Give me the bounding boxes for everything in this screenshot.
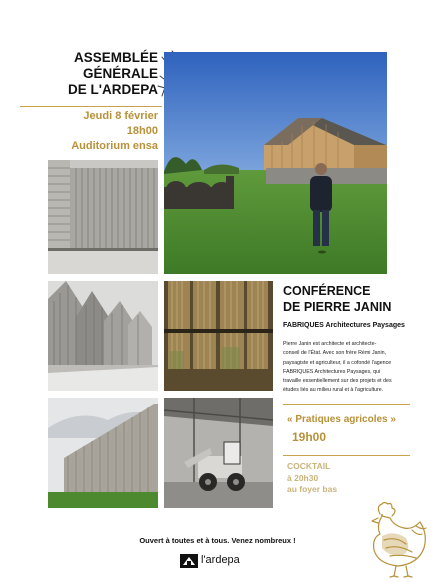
header-rule [20, 106, 162, 107]
description-line: Pierre Janin est architecte et architecte- [283, 341, 377, 347]
event-place: Auditorium ensa [71, 140, 158, 152]
talk-rule-bottom [283, 455, 410, 456]
conference-title [283, 283, 391, 315]
photo-sheds [48, 281, 158, 391]
conference-description [283, 340, 411, 396]
cocktail-label: COCKTAIL [287, 461, 331, 471]
photo-barn-field [164, 52, 387, 274]
photo-telehandler [164, 398, 273, 508]
event-title-line-2: GÉNÉRALE [82, 66, 158, 81]
event-date: Jeudi 8 février [83, 110, 158, 122]
description-line: conseil de l'État. Avec son frère Rémi Janin, [283, 350, 387, 357]
cocktail-info [287, 461, 337, 496]
conference-title-line-2: DE PIERRE JANIN [283, 300, 392, 314]
event-title-line-3: DE L'ARDEPA [68, 82, 158, 97]
conference-subtitle: FABRIQUES Architectures Paysages [283, 322, 405, 329]
cocktail-time: à 20h30 [287, 472, 319, 483]
description-line: paysagiste et agriculteur, il a cofondé l'agence [283, 359, 392, 366]
photo-slatted-building [48, 398, 158, 508]
cocktail-place: au foyer bas [287, 484, 338, 494]
ardepa-logo-icon [180, 554, 198, 568]
footer-invite: Ouvert à toutes et à tous. Venez nombreux ! [139, 536, 296, 545]
event-details [0, 109, 158, 154]
ardepa-logo-text: l'ardepa [201, 554, 240, 566]
description-line: études liés au milieu rural et à l'agriculture. [283, 387, 384, 394]
description-line: FABRIQUES Architectures Paysages, qui [283, 368, 381, 375]
event-time: 18h00 [126, 125, 158, 137]
event-title-line-1: ASSEMBLÉE [73, 50, 158, 65]
talk-rule-top [283, 404, 410, 405]
photo-translucent-facade [164, 281, 273, 391]
event-title [0, 50, 158, 98]
conference-title-line-1: CONFÉRENCE [283, 284, 371, 298]
photo-wooden-wall [48, 160, 158, 274]
talk-title: « Pratiques agricoles » [287, 414, 396, 425]
talk-time: 19h00 [292, 430, 327, 444]
description-line: travaille essentiellement sur des projets et des [283, 378, 392, 385]
